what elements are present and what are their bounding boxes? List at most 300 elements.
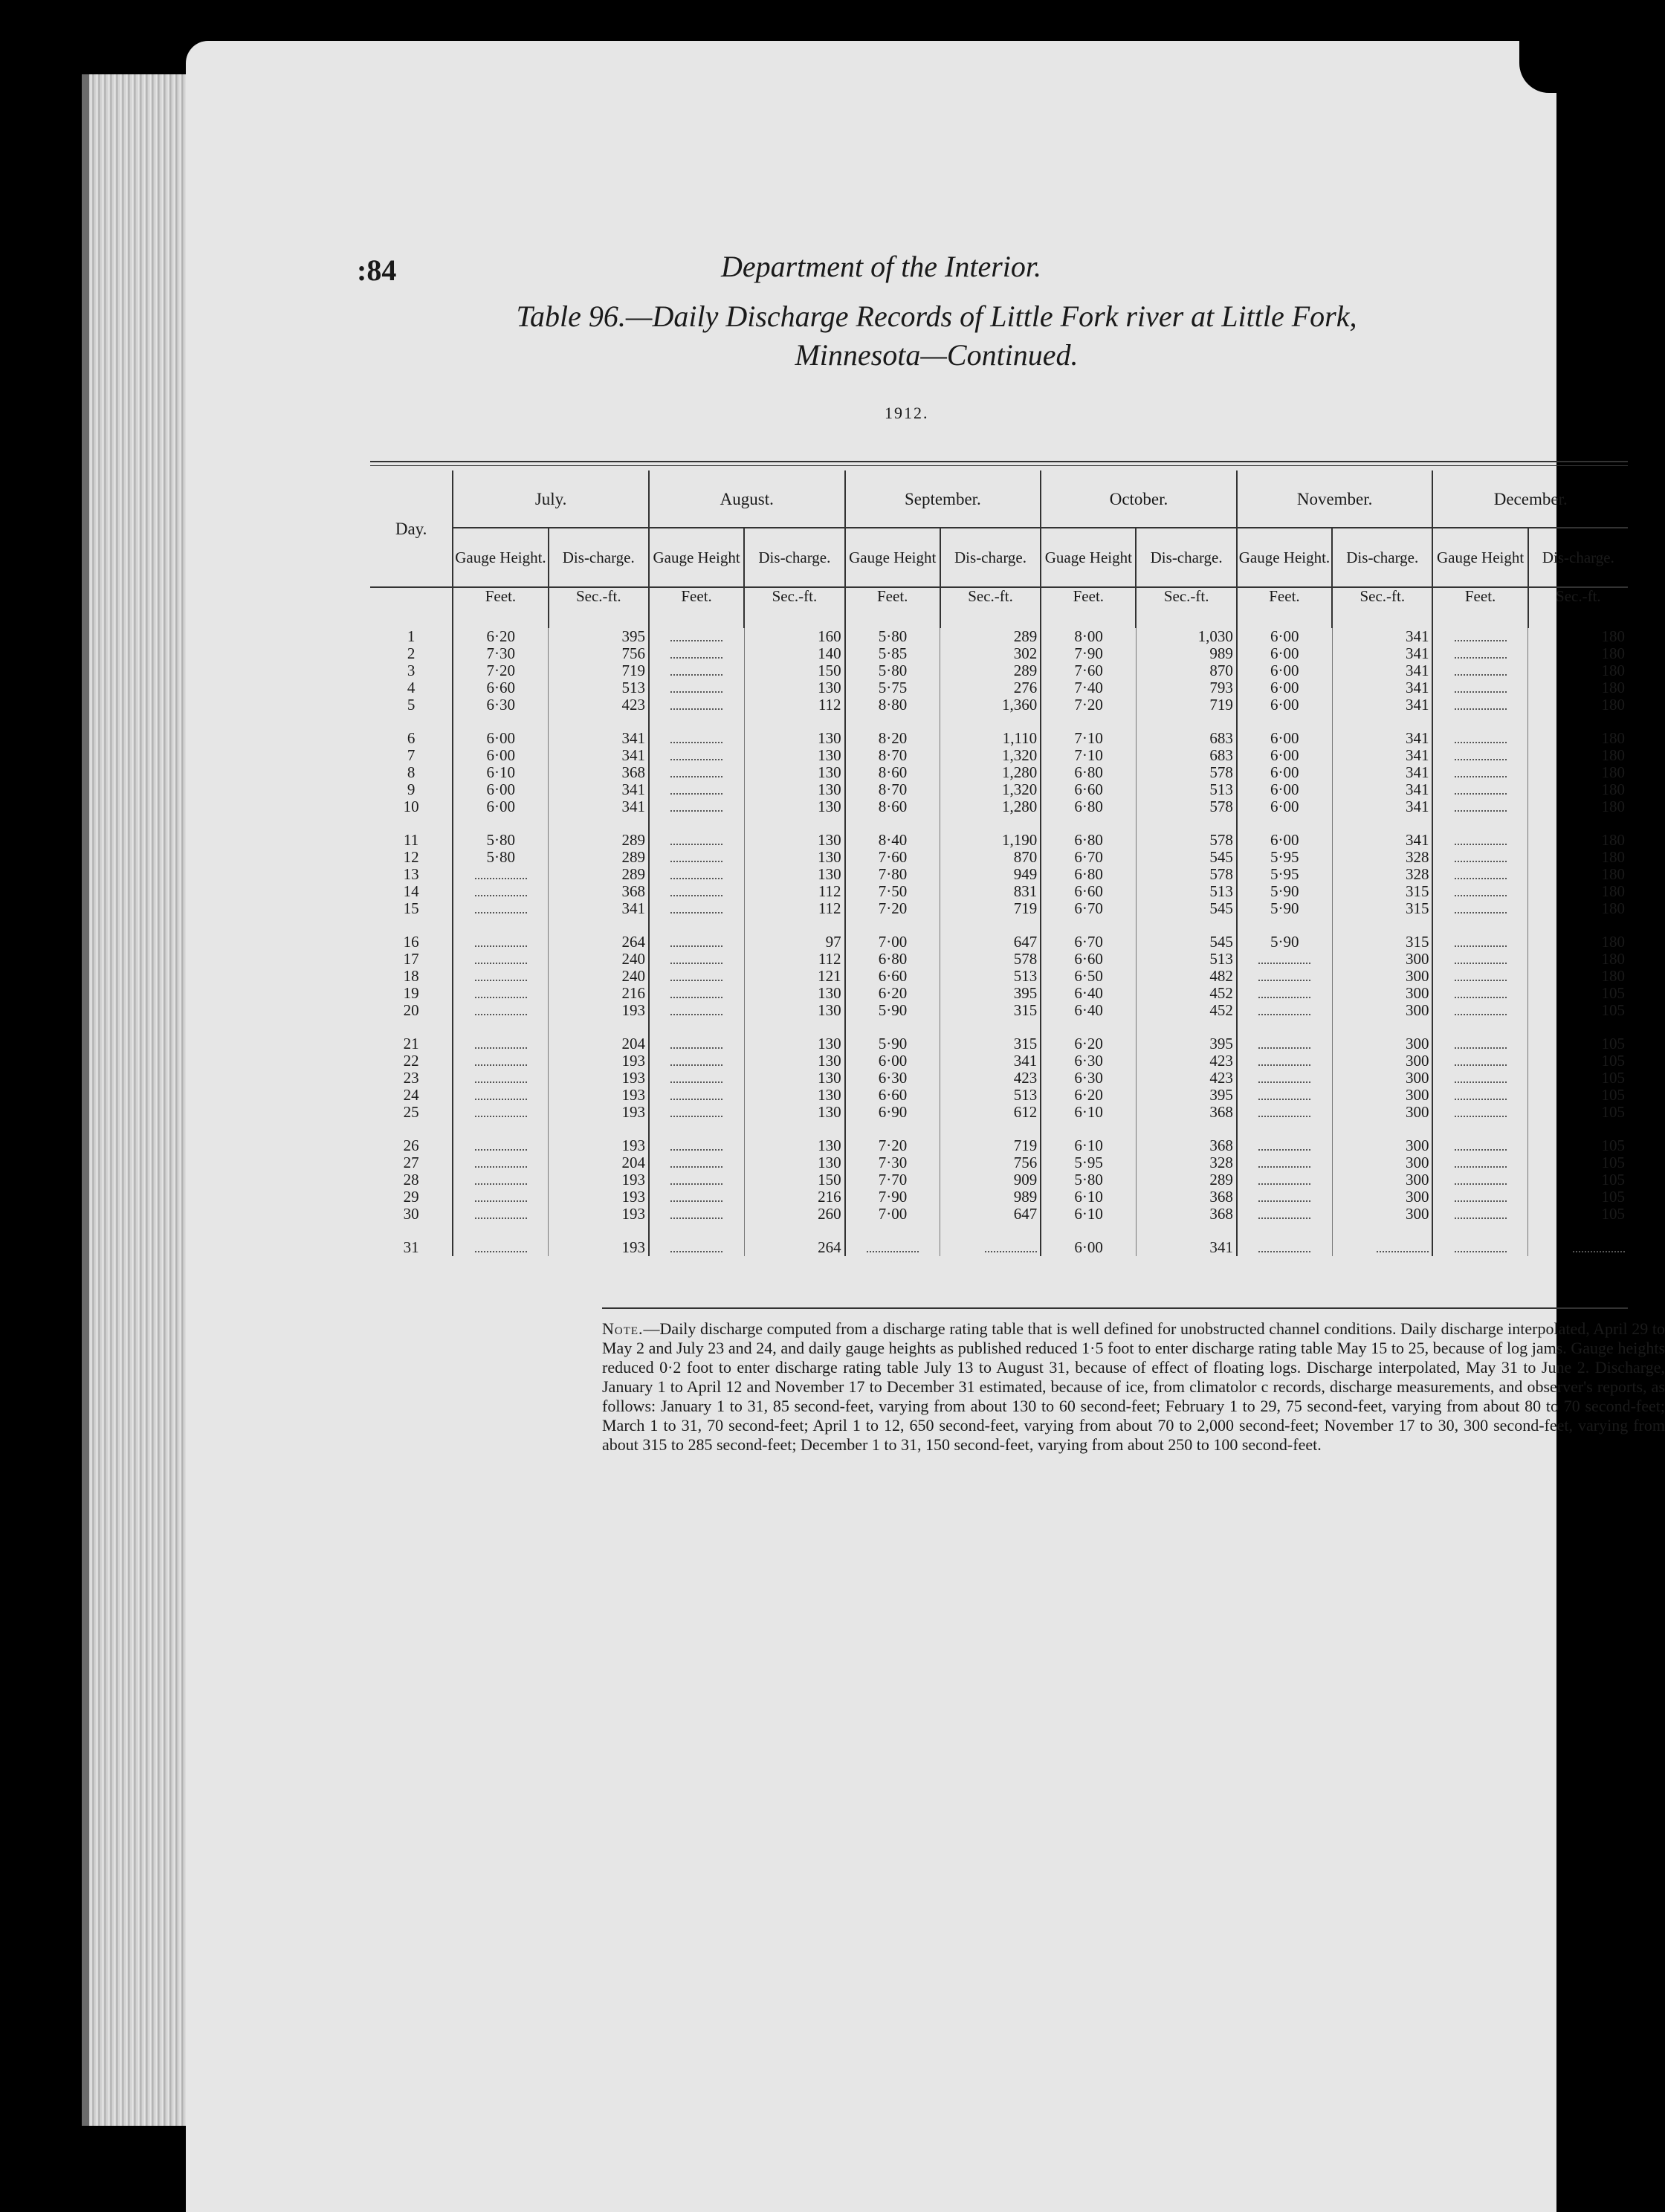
discharge-cell: 180 <box>1528 645 1628 662</box>
table-row <box>370 662 1628 679</box>
discharge-cell: 315 <box>940 1002 1041 1019</box>
discharge-cell: 578 <box>940 951 1041 968</box>
gauge-height-cell: 8·60 <box>845 764 940 781</box>
discharge-cell: 989 <box>1136 645 1236 662</box>
discharge-cell: 719 <box>940 900 1041 917</box>
discharge-cell: 423 <box>1136 1052 1236 1070</box>
gauge-height-cell <box>453 951 548 968</box>
day-cell: 2 <box>407 644 416 662</box>
discharge-cell: 452 <box>1136 985 1236 1002</box>
discharge-cell <box>940 1239 1041 1256</box>
dotted-leader <box>1258 1139 1310 1151</box>
discharge-cell: 105 <box>1528 1052 1628 1070</box>
discharge-cell: 315 <box>1332 934 1432 951</box>
discharge-cell: 395 <box>1136 1035 1236 1052</box>
discharge-cell <box>1332 1239 1432 1256</box>
month-header-row <box>370 470 1628 528</box>
discharge-cell: 578 <box>1136 866 1236 883</box>
gauge-height-cell <box>649 951 744 968</box>
gauge-height-cell: 6·00 <box>453 730 548 747</box>
gauge-height-cell <box>649 781 744 798</box>
spacer-cell <box>649 1223 744 1239</box>
discharge-header: Dis-charge. <box>744 528 844 587</box>
dotted-leader <box>475 986 527 998</box>
dotted-leader <box>475 1241 527 1252</box>
spacer-cell <box>845 917 940 934</box>
discharge-cell: 105 <box>1528 1104 1628 1121</box>
dotted-leader <box>670 850 722 862</box>
dotted-leader <box>1455 935 1507 947</box>
dotted-leader <box>1455 902 1507 913</box>
day-cell: 22 <box>403 1052 419 1070</box>
dotted-leader <box>670 748 722 760</box>
scanned-page <box>186 41 1665 2212</box>
dotted-leader <box>475 1071 527 1083</box>
gauge-height-cell: 7·00 <box>845 1206 940 1223</box>
group-spacer-row <box>370 917 1628 934</box>
dotted-leader <box>1455 681 1507 693</box>
dotted-leader <box>1258 1054 1310 1066</box>
dotted-leader <box>670 833 722 845</box>
dotted-leader <box>670 698 722 710</box>
gauge-height-cell: 6·10 <box>1041 1137 1136 1154</box>
gauge-height-cell <box>649 662 744 679</box>
spacer-cell <box>845 1223 940 1239</box>
gauge-height-cell <box>649 764 744 781</box>
discharge-cell: 112 <box>744 696 844 714</box>
gauge-height-cell <box>1237 951 1332 968</box>
discharge-cell: 105 <box>1528 1070 1628 1087</box>
discharge-cell: 647 <box>940 934 1041 951</box>
gauge-height-cell: 7·00 <box>845 934 940 951</box>
spacer-cell <box>1528 1019 1628 1035</box>
dotted-leader <box>475 1088 527 1100</box>
dotted-leader <box>1455 1173 1507 1185</box>
gauge-height-cell: 5·80 <box>453 849 548 866</box>
dotted-leader <box>1455 1139 1507 1151</box>
gauge-height-cell: 6·70 <box>1041 934 1136 951</box>
gauge-height-cell: 6·60 <box>845 1087 940 1104</box>
spacer-cell <box>1528 714 1628 730</box>
dotted-leader <box>1258 1241 1310 1252</box>
gauge-height-cell <box>453 1189 548 1206</box>
dotted-leader <box>475 1156 527 1168</box>
dotted-leader <box>1455 1088 1507 1100</box>
gauge-height-cell <box>649 679 744 696</box>
table-row <box>370 968 1628 985</box>
table-row <box>370 1137 1628 1154</box>
table-row <box>370 900 1628 917</box>
discharge-cell: 130 <box>744 1087 844 1104</box>
dotted-leader <box>1455 833 1507 845</box>
discharge-cell: 513 <box>1136 951 1236 968</box>
discharge-cell: 240 <box>549 968 649 985</box>
gauge-height-cell: 8·00 <box>1041 628 1136 645</box>
discharge-cell: 300 <box>1332 968 1432 985</box>
discharge-cell: 105 <box>1528 1137 1628 1154</box>
gauge-height-cell <box>1432 951 1527 968</box>
table-title-line-2: Minnesota—Continued. <box>795 338 1079 372</box>
discharge-cell: 368 <box>1136 1104 1236 1121</box>
dotted-leader <box>670 800 722 812</box>
table-row <box>370 951 1628 968</box>
dotted-leader <box>670 986 722 998</box>
dotted-leader <box>1455 1003 1507 1015</box>
spacer-cell <box>1432 1019 1527 1035</box>
dotted-leader <box>1455 867 1507 879</box>
gauge-height-cell <box>453 985 548 1002</box>
dotted-leader <box>1455 630 1507 641</box>
discharge-cell: 300 <box>1332 1171 1432 1189</box>
dotted-leader <box>1455 1156 1507 1168</box>
gauge-height-cell <box>649 1035 744 1052</box>
units-day-cell <box>370 587 453 628</box>
table-row <box>370 883 1628 900</box>
spacer-cell <box>1041 1223 1136 1239</box>
spacer-cell <box>1136 917 1236 934</box>
dotted-leader <box>1258 952 1310 964</box>
discharge-cell: 341 <box>1332 662 1432 679</box>
spacer-cell <box>649 1121 744 1137</box>
gauge-height-cell: 6·10 <box>1041 1206 1136 1223</box>
gauge-height-header: Gauge Height <box>1432 528 1527 587</box>
discharge-cell: 180 <box>1528 730 1628 747</box>
month-header: July. <box>453 470 649 528</box>
gauge-height-cell <box>1432 1154 1527 1171</box>
discharge-cell: 180 <box>1528 679 1628 696</box>
discharge-header: Dis-charge. <box>1332 528 1432 587</box>
discharge-cell: 180 <box>1528 628 1628 645</box>
gauge-height-cell <box>453 1171 548 1189</box>
gauge-height-cell <box>649 1087 744 1104</box>
gauge-height-cell: 7·10 <box>1041 747 1136 764</box>
discharge-cell: 180 <box>1528 900 1628 917</box>
spacer-cell <box>453 1223 548 1239</box>
discharge-cell: 368 <box>549 883 649 900</box>
gauge-height-cell: 5·75 <box>845 679 940 696</box>
units-feet: Feet. <box>1432 587 1527 628</box>
table-row <box>370 747 1628 764</box>
spacer-cell <box>549 917 649 934</box>
spacer-cell <box>370 1223 453 1239</box>
gauge-height-cell: 6·00 <box>453 747 548 764</box>
discharge-cell: 216 <box>549 985 649 1002</box>
gauge-height-cell <box>453 1206 548 1223</box>
dotted-leader <box>1455 986 1507 998</box>
discharge-cell: 180 <box>1528 883 1628 900</box>
gauge-height-cell: 5·95 <box>1041 1154 1136 1171</box>
gauge-height-cell: 7·20 <box>845 900 940 917</box>
dotted-leader <box>1258 986 1310 998</box>
spacer-cell <box>940 1121 1041 1137</box>
day-cell: 20 <box>403 1001 419 1019</box>
gauge-height-cell: 5·85 <box>845 645 940 662</box>
dotted-leader <box>670 1105 722 1117</box>
spacer-cell <box>549 1019 649 1035</box>
discharge-cell: 216 <box>744 1189 844 1206</box>
discharge-cell: 300 <box>1332 985 1432 1002</box>
day-cell: 14 <box>403 882 419 900</box>
discharge-cell: 719 <box>940 1137 1041 1154</box>
discharge-cell: 368 <box>1136 1206 1236 1223</box>
units-row <box>370 587 1628 628</box>
discharge-cell: 423 <box>1136 1070 1236 1087</box>
discharge-cell: 341 <box>1332 628 1432 645</box>
discharge-cell: 130 <box>744 1104 844 1121</box>
dotted-leader <box>1455 664 1507 676</box>
spacer-cell <box>1432 714 1527 730</box>
gauge-height-cell <box>1237 1239 1332 1256</box>
gauge-height-cell: 7·20 <box>1041 696 1136 714</box>
dotted-leader <box>1455 748 1507 760</box>
gauge-height-cell <box>453 900 548 917</box>
dotted-leader <box>670 664 722 676</box>
units-feet: Feet. <box>649 587 744 628</box>
spacer-cell <box>1237 1121 1332 1137</box>
discharge-cell: 193 <box>549 1189 649 1206</box>
gauge-height-cell: 6·70 <box>1041 849 1136 866</box>
discharge-cell <box>1528 1239 1628 1256</box>
gauge-height-cell: 5·80 <box>845 628 940 645</box>
group-spacer-row <box>370 1019 1628 1035</box>
spacer-cell <box>1432 815 1527 832</box>
gauge-height-cell: 8·80 <box>845 696 940 714</box>
discharge-cell: 683 <box>1136 747 1236 764</box>
day-cell: 30 <box>403 1205 419 1223</box>
day-cell: 19 <box>403 984 419 1002</box>
gauge-height-cell: 6·00 <box>1041 1239 1136 1256</box>
gauge-height-header: Gauge Height. <box>1237 528 1332 587</box>
gauge-height-cell <box>1237 1137 1332 1154</box>
discharge-cell: 180 <box>1528 866 1628 883</box>
spacer-cell <box>549 1223 649 1239</box>
gauge-height-cell <box>1432 1104 1527 1121</box>
month-header: October. <box>1041 470 1237 528</box>
gauge-height-cell: 6·30 <box>1041 1052 1136 1070</box>
spacer-cell <box>1432 1121 1527 1137</box>
discharge-cell: 578 <box>1136 764 1236 781</box>
group-spacer-row <box>370 815 1628 832</box>
gauge-height-cell: 6·20 <box>1041 1087 1136 1104</box>
table-note <box>602 1319 1665 1455</box>
discharge-cell: 105 <box>1528 1087 1628 1104</box>
table-row <box>370 1154 1628 1171</box>
gauge-height-header: Gauge Height <box>649 528 744 587</box>
discharge-cell: 341 <box>1332 730 1432 747</box>
gauge-height-header: Gauge Height <box>845 528 940 587</box>
gauge-height-cell: 6·60 <box>1041 883 1136 900</box>
gauge-height-cell <box>453 1104 548 1121</box>
discharge-cell: 130 <box>744 832 844 849</box>
gauge-height-cell: 6·60 <box>453 679 548 696</box>
gauge-height-header: Gauge Height. <box>453 528 548 587</box>
discharge-cell: 140 <box>744 645 844 662</box>
discharge-cell: 121 <box>744 968 844 985</box>
discharge-cell: 395 <box>549 628 649 645</box>
dotted-leader <box>475 1105 527 1117</box>
dotted-leader <box>1455 1207 1507 1219</box>
dotted-leader <box>670 783 722 795</box>
gauge-height-cell: 7·70 <box>845 1171 940 1189</box>
discharge-cell: 130 <box>744 730 844 747</box>
gauge-height-cell <box>649 1104 744 1121</box>
gauge-height-cell <box>1432 900 1527 917</box>
dotted-leader <box>670 885 722 896</box>
spacer-cell <box>744 1223 844 1239</box>
table-row <box>370 1087 1628 1104</box>
discharge-cell: 180 <box>1528 798 1628 815</box>
dotted-leader <box>1455 850 1507 862</box>
discharge-cell: 341 <box>549 781 649 798</box>
spacer-cell <box>1041 714 1136 730</box>
gauge-height-cell: 6·00 <box>1237 764 1332 781</box>
gauge-height-cell: 6·50 <box>1041 968 1136 985</box>
gauge-height-cell: 7·50 <box>845 883 940 900</box>
spacer-cell <box>1528 917 1628 934</box>
gauge-height-cell <box>1432 645 1527 662</box>
discharge-cell: 289 <box>549 832 649 849</box>
gauge-height-cell <box>453 934 548 951</box>
gauge-height-cell <box>1432 696 1527 714</box>
dotted-leader <box>1573 1241 1625 1252</box>
discharge-cell: 300 <box>1332 1189 1432 1206</box>
discharge-cell: 130 <box>744 985 844 1002</box>
dotted-leader <box>670 1173 722 1185</box>
discharge-cell: 793 <box>1136 679 1236 696</box>
spacer-cell <box>1041 917 1136 934</box>
discharge-cell: 180 <box>1528 832 1628 849</box>
discharge-cell: 193 <box>549 1052 649 1070</box>
spacer-cell <box>1237 1019 1332 1035</box>
table-row <box>370 1052 1628 1070</box>
discharge-cell: 395 <box>1136 1087 1236 1104</box>
gauge-height-cell <box>453 1087 548 1104</box>
day-cell: 13 <box>403 865 419 883</box>
dotted-leader <box>1455 969 1507 981</box>
gauge-height-cell: 5·80 <box>1041 1171 1136 1189</box>
discharge-cell: 612 <box>940 1104 1041 1121</box>
gauge-height-cell: 6·30 <box>1041 1070 1136 1087</box>
day-cell: 21 <box>403 1035 419 1052</box>
spacer-cell <box>453 815 548 832</box>
dotted-leader <box>475 1037 527 1049</box>
discharge-header: Dis-charge. <box>1528 528 1628 587</box>
gauge-height-cell <box>1237 1104 1332 1121</box>
day-cell: 27 <box>403 1154 419 1171</box>
gauge-height-cell: 7·40 <box>1041 679 1136 696</box>
gauge-height-cell <box>453 968 548 985</box>
gauge-height-cell <box>649 1070 744 1087</box>
discharge-cell: 193 <box>549 1239 649 1256</box>
gauge-height-cell <box>649 1137 744 1154</box>
day-cell: 11 <box>404 831 419 849</box>
discharge-cell: 112 <box>744 883 844 900</box>
discharge-cell: 180 <box>1528 662 1628 679</box>
spacer-cell <box>940 815 1041 832</box>
gauge-height-cell <box>1237 985 1332 1002</box>
gauge-height-cell <box>453 883 548 900</box>
units-sec-ft: Sec.-ft. <box>549 587 649 628</box>
spacer-cell <box>370 1121 453 1137</box>
gauge-height-cell <box>453 1035 548 1052</box>
discharge-cell: 112 <box>744 900 844 917</box>
note-text: —Daily discharge computed from a discharge rating table that is well defined for unobstructed channel conditions. Daily discharge interpolated, April 29 to May 2 and July 23 and 24, and daily gauge heights as published reduced 1·5 foot to enter discharge rating table May 15 to 25, because of log jams. Gauge heights reduced 0·2 foot to enter discharge rating table July 13 to August 31, because of effect of floating logs. Discharge interpolated, May 31 to June 2. Discharge, January 1 to April 12 and November 17 to December 31 estimated, because of ice, from climatolor c records, discharge measurements, and observer's reports, as follows: January 1 to 31, 85 second-feet, varying from about 130 to 60 second-feet; February 1 to 29, 75 second-feet, varying from about 80 to 70 second-feet; March 1 to 31, 70 second-feet; April 1 to 12, 650 second-feet, varying from about 70 to 2,000 second-feet; November 17 to 30, 300 second-feet, varying from about 315 to 285 second-feet; December 1 to 31, 150 second-feet, varying from about 250 to 100 second-feet. <box>602 1319 1665 1454</box>
spacer-cell <box>1528 815 1628 832</box>
gauge-height-cell: 6·80 <box>1041 866 1136 883</box>
discharge-cell: 105 <box>1528 1171 1628 1189</box>
page-number: :84 <box>357 253 397 287</box>
discharge-cell: 756 <box>549 645 649 662</box>
discharge-cell: 160 <box>744 628 844 645</box>
gauge-height-cell: 5·90 <box>1237 883 1332 900</box>
discharge-cell: 756 <box>940 1154 1041 1171</box>
spacer-cell <box>940 714 1041 730</box>
gauge-height-cell <box>453 1154 548 1171</box>
discharge-cell: 513 <box>549 679 649 696</box>
discharge-cell: 130 <box>744 781 844 798</box>
gauge-height-cell <box>1237 1154 1332 1171</box>
discharge-cell: 719 <box>549 662 649 679</box>
table-row <box>370 696 1628 714</box>
dotted-leader <box>670 1088 722 1100</box>
spacer-cell <box>1136 714 1236 730</box>
dotted-leader <box>475 1054 527 1066</box>
discharge-cell: 341 <box>1332 696 1432 714</box>
table-row <box>370 645 1628 662</box>
discharge-header: Dis-charge. <box>940 528 1041 587</box>
dotted-leader <box>670 731 722 743</box>
dotted-leader <box>1455 647 1507 659</box>
gauge-height-cell: 6·40 <box>1041 985 1136 1002</box>
day-cell: 16 <box>403 933 419 951</box>
gauge-height-cell <box>649 628 744 645</box>
gauge-height-cell: 6·20 <box>1041 1035 1136 1052</box>
discharge-cell: 193 <box>549 1137 649 1154</box>
discharge-cell: 300 <box>1332 1070 1432 1087</box>
discharge-cell: 130 <box>744 679 844 696</box>
day-cell: 23 <box>403 1069 419 1087</box>
discharge-cell: 193 <box>549 1206 649 1223</box>
gauge-height-cell <box>1237 968 1332 985</box>
dotted-leader <box>475 867 527 879</box>
dotted-leader <box>670 1003 722 1015</box>
table-year: 1912. <box>885 404 929 422</box>
dotted-leader <box>475 969 527 981</box>
units-sec-ft: Sec.-ft. <box>940 587 1041 628</box>
gauge-height-cell: 6·00 <box>1237 645 1332 662</box>
dotted-leader <box>1455 698 1507 710</box>
discharge-cell: 130 <box>744 1137 844 1154</box>
discharge-cell: 130 <box>744 1002 844 1019</box>
gauge-height-cell <box>1237 1171 1332 1189</box>
discharge-header: Dis-charge. <box>1136 528 1236 587</box>
discharge-cell: 949 <box>940 866 1041 883</box>
spacer-cell <box>1432 917 1527 934</box>
gauge-height-cell: 7·90 <box>845 1189 940 1206</box>
units-feet: Feet. <box>845 587 940 628</box>
dotted-leader <box>670 647 722 659</box>
gauge-height-cell: 8·60 <box>845 798 940 815</box>
day-cell: 1 <box>407 627 416 645</box>
group-spacer-row <box>370 714 1628 730</box>
spacer-cell <box>940 1019 1041 1035</box>
gauge-height-cell: 8·20 <box>845 730 940 747</box>
spacer-cell <box>1136 1121 1236 1137</box>
dotted-leader <box>1258 1071 1310 1083</box>
gauge-height-cell: 6·00 <box>1237 798 1332 815</box>
discharge-cell: 719 <box>1136 696 1236 714</box>
spacer-cell <box>1041 1121 1136 1137</box>
